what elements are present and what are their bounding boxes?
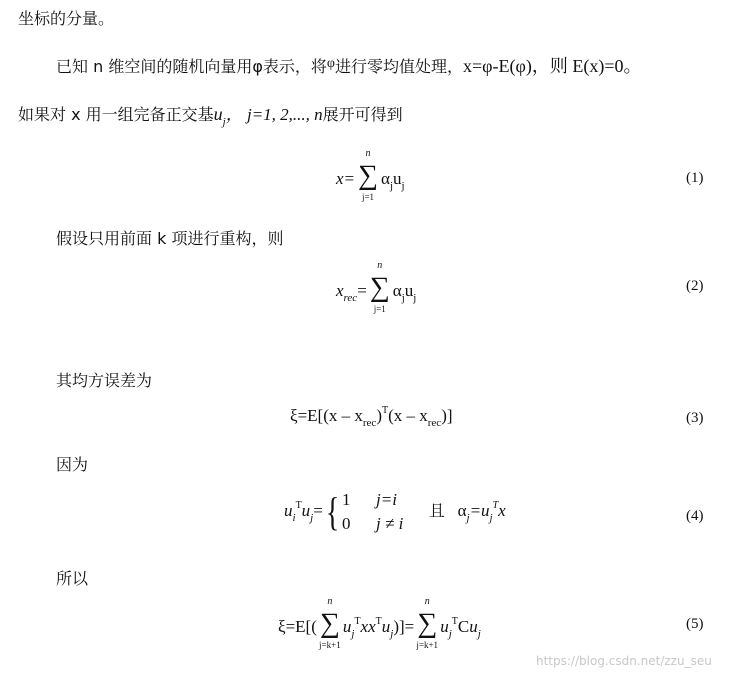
equation-1: x= n ∑ j=1 $\alpha_ju_j$ bbox=[336, 148, 405, 202]
equation-number-1: (1) bbox=[686, 170, 704, 186]
sum-symbol: n ∑ j=k+1 bbox=[319, 596, 341, 650]
text-line-2: 如果对 x 用一组完备正交基$u_j$， j=1, 2,..., n展开可得到 bbox=[18, 104, 403, 128]
cases: 1 j=i 0 j ≠ i bbox=[342, 490, 404, 533]
text-line-1: 已知 n 维空间的随机向量用φ表示，将φ进行零均值处理，x=φ-E(φ)，则 E(x)=0。 bbox=[56, 56, 642, 76]
watermark-text: https://blog.csdn.net/zzu_seu bbox=[536, 654, 712, 668]
text-line-4: 其均方误差为 bbox=[56, 371, 153, 390]
equation-3: $\xi=E[(x - x_{rec})^T(x - x_{rec})]$ bbox=[290, 405, 453, 429]
equation-number-2: (2) bbox=[686, 278, 704, 294]
sum-symbol: n ∑ j=k+1 bbox=[416, 596, 439, 650]
text-line-6: 所以 bbox=[56, 569, 89, 588]
equation-5: ξ=E[( n ∑ j=k+1 $u_j^Txx^Tu_j)]=$ n ∑ j=k+1 $u_j^TCu_j$ bbox=[278, 596, 481, 650]
equation-number-4: (4) bbox=[686, 508, 704, 524]
sum-symbol: n ∑ j=1 bbox=[358, 148, 379, 202]
equation-2: $x_{rec}=$ n ∑ j=1 $\alpha_ju_j$ bbox=[336, 260, 417, 314]
equation-number-5: (5) bbox=[686, 616, 704, 632]
left-brace: { bbox=[325, 489, 340, 534]
text-line-5: 因为 bbox=[56, 455, 89, 474]
sum-symbol: n ∑ j=1 bbox=[369, 260, 390, 314]
equation-4: $u_i^Tu_j=${ 1 j=i 0 j ≠ i 且 $\alpha_j=u_j^Tx$ bbox=[284, 489, 506, 534]
equation-number-3: (3) bbox=[686, 410, 704, 426]
text-line-0: 坐标的分量。 bbox=[18, 9, 115, 28]
text-line-3: 假设只用前面 k 项进行重构，则 bbox=[56, 229, 284, 248]
